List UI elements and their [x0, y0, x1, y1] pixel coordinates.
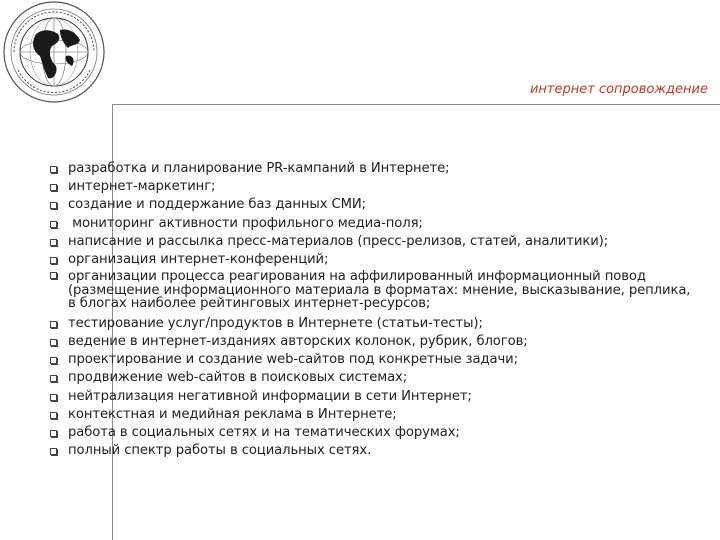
list-item: ведение в интернет-изданиях авторских колонок, рубрик, блогов;	[50, 333, 700, 351]
header-divider	[112, 104, 720, 105]
checkbox-bullet-icon	[50, 357, 57, 364]
checkbox-bullet-icon	[50, 448, 57, 455]
list-item: работа в социальных сетях и на тематических форумах;	[50, 424, 700, 442]
globe-icon	[0, 0, 112, 112]
checkbox-bullet-icon	[50, 321, 57, 328]
checkbox-bullet-icon	[50, 166, 57, 173]
list-item: продвижение web-сайтов в поисковых системах;	[50, 369, 700, 387]
globe-seal-logo	[0, 0, 112, 112]
checkbox-bullet-icon	[50, 184, 57, 191]
list-item: контекстная и медийная реклама в Интернете;	[50, 406, 700, 424]
list-item: интернет-маркетинг;	[50, 178, 700, 196]
list-item: создание и поддержание баз данных СМИ;	[50, 196, 700, 214]
checkbox-bullet-icon	[50, 375, 57, 382]
checkbox-bullet-icon	[50, 202, 57, 209]
list-item: мониторинг активности профильного медиа-поля;	[50, 215, 700, 233]
checkbox-bullet-icon	[50, 221, 57, 228]
checkbox-bullet-icon	[50, 430, 57, 437]
list-item: написание и рассылка пресс-материалов (пресс-релизов, статей, аналитики);	[50, 233, 700, 251]
list-item: нейтрализация негативной информации в сети Интернет;	[50, 388, 700, 406]
checkbox-bullet-icon	[50, 339, 57, 346]
list-item: проектирование и создание web-сайтов под конкретные задачи;	[50, 351, 700, 369]
checkbox-bullet-icon	[50, 272, 57, 279]
list-item: организация интернет-конференций;	[50, 251, 700, 269]
checkbox-bullet-icon	[50, 239, 57, 246]
list-item: тестирование услуг/продуктов в Интернете (статьи-тесты);	[50, 315, 700, 333]
checkbox-bullet-icon	[50, 394, 57, 401]
list-item: полный спектр работы в социальных сетях.	[50, 442, 700, 460]
page-title: интернет сопровождение	[529, 82, 708, 97]
list-item: организации процесса реагирования на аффилированный информационный повод (размещение информационного материала в форматах: мнение, высказывание, реплика, в блогах наиболее рейтинговых интернет-ресурсов;	[50, 269, 700, 315]
list-item: разработка и планирование PR-кампаний в Интернете;	[50, 160, 700, 178]
services-list	[50, 160, 700, 460]
checkbox-bullet-icon	[50, 257, 57, 264]
checkbox-bullet-icon	[50, 412, 57, 419]
